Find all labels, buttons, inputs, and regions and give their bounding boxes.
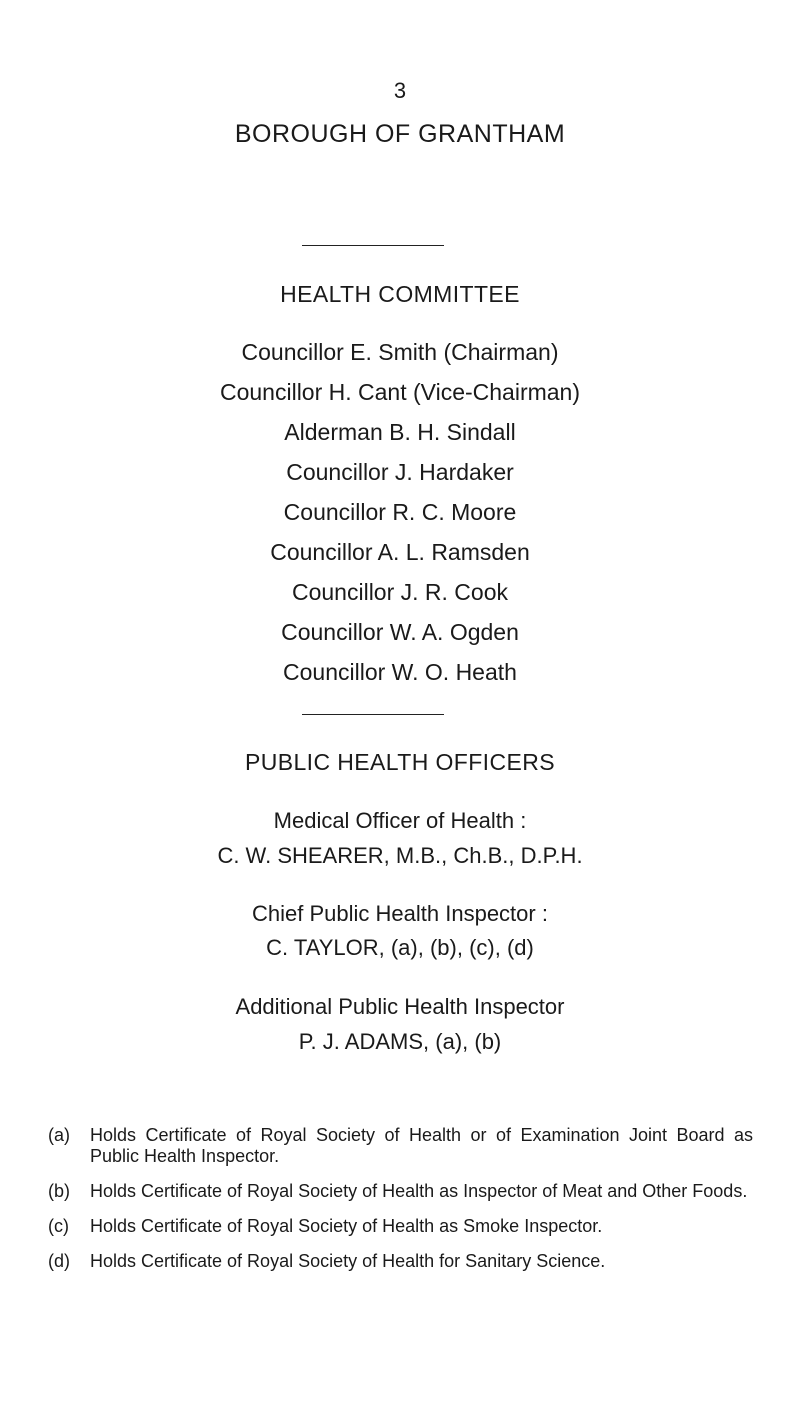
footnote-text: Holds Certificate of Royal Society of Health for Sanitary Science.	[90, 1251, 606, 1271]
committee-member: Councillor A. L. Ramsden	[270, 539, 530, 565]
committee-member: Councillor W. O. Heath	[283, 659, 517, 685]
committee-member: Alderman B. H. Sindall	[284, 419, 516, 445]
footnote-text: Holds Certificate of Royal Society of Health as Smoke Inspector.	[90, 1216, 603, 1236]
officer-role: Additional Public Health Inspector	[235, 994, 565, 1019]
page-title: BOROUGH OF GRANTHAM	[234, 120, 566, 148]
footnote	[48, 1251, 753, 1272]
footnote	[48, 1125, 753, 1167]
officer-role: Chief Public Health Inspector :	[252, 901, 548, 926]
officer-name: C. W. SHEARER, M.B., Ch.B., D.P.H.	[217, 843, 583, 868]
divider	[302, 245, 444, 246]
health-committee-heading: HEALTH COMMITTEE	[280, 281, 520, 307]
footnote	[48, 1181, 753, 1202]
footnote-label: (d)	[48, 1251, 70, 1271]
committee-member: Councillor E. Smith (Chairman)	[241, 339, 559, 365]
committee-member: Councillor J. Hardaker	[286, 459, 514, 485]
divider	[302, 714, 444, 715]
footnote-label: (c)	[48, 1216, 69, 1236]
public-health-officers-heading: PUBLIC HEALTH OFFICERS	[245, 749, 555, 775]
committee-member: Councillor W. A. Ogden	[281, 619, 519, 645]
committee-member: Councillor J. R. Cook	[291, 579, 509, 605]
committee-member: Councillor H. Cant (Vice-Chairman)	[219, 379, 581, 405]
footnotes	[48, 1125, 753, 1286]
footnote-label: (b)	[48, 1181, 70, 1201]
committee-member: Councillor R. C. Moore	[283, 499, 517, 525]
officer-role: Medical Officer of Health :	[273, 808, 527, 833]
officer-name: C. TAYLOR, (a), (b), (c), (d)	[266, 935, 534, 960]
footnote	[48, 1216, 753, 1237]
footnote-text: Holds Certificate of Royal Society of Health as Inspector of Meat and Other Foods.	[90, 1181, 748, 1201]
page-number: 3	[393, 78, 407, 103]
officer-name: P. J. ADAMS, (a), (b)	[298, 1029, 502, 1054]
footnote-label: (a)	[48, 1125, 70, 1145]
footnote-text: Holds Certificate of Royal Society of Health or of Examination Joint Board as Public Health Inspector.	[90, 1125, 753, 1166]
